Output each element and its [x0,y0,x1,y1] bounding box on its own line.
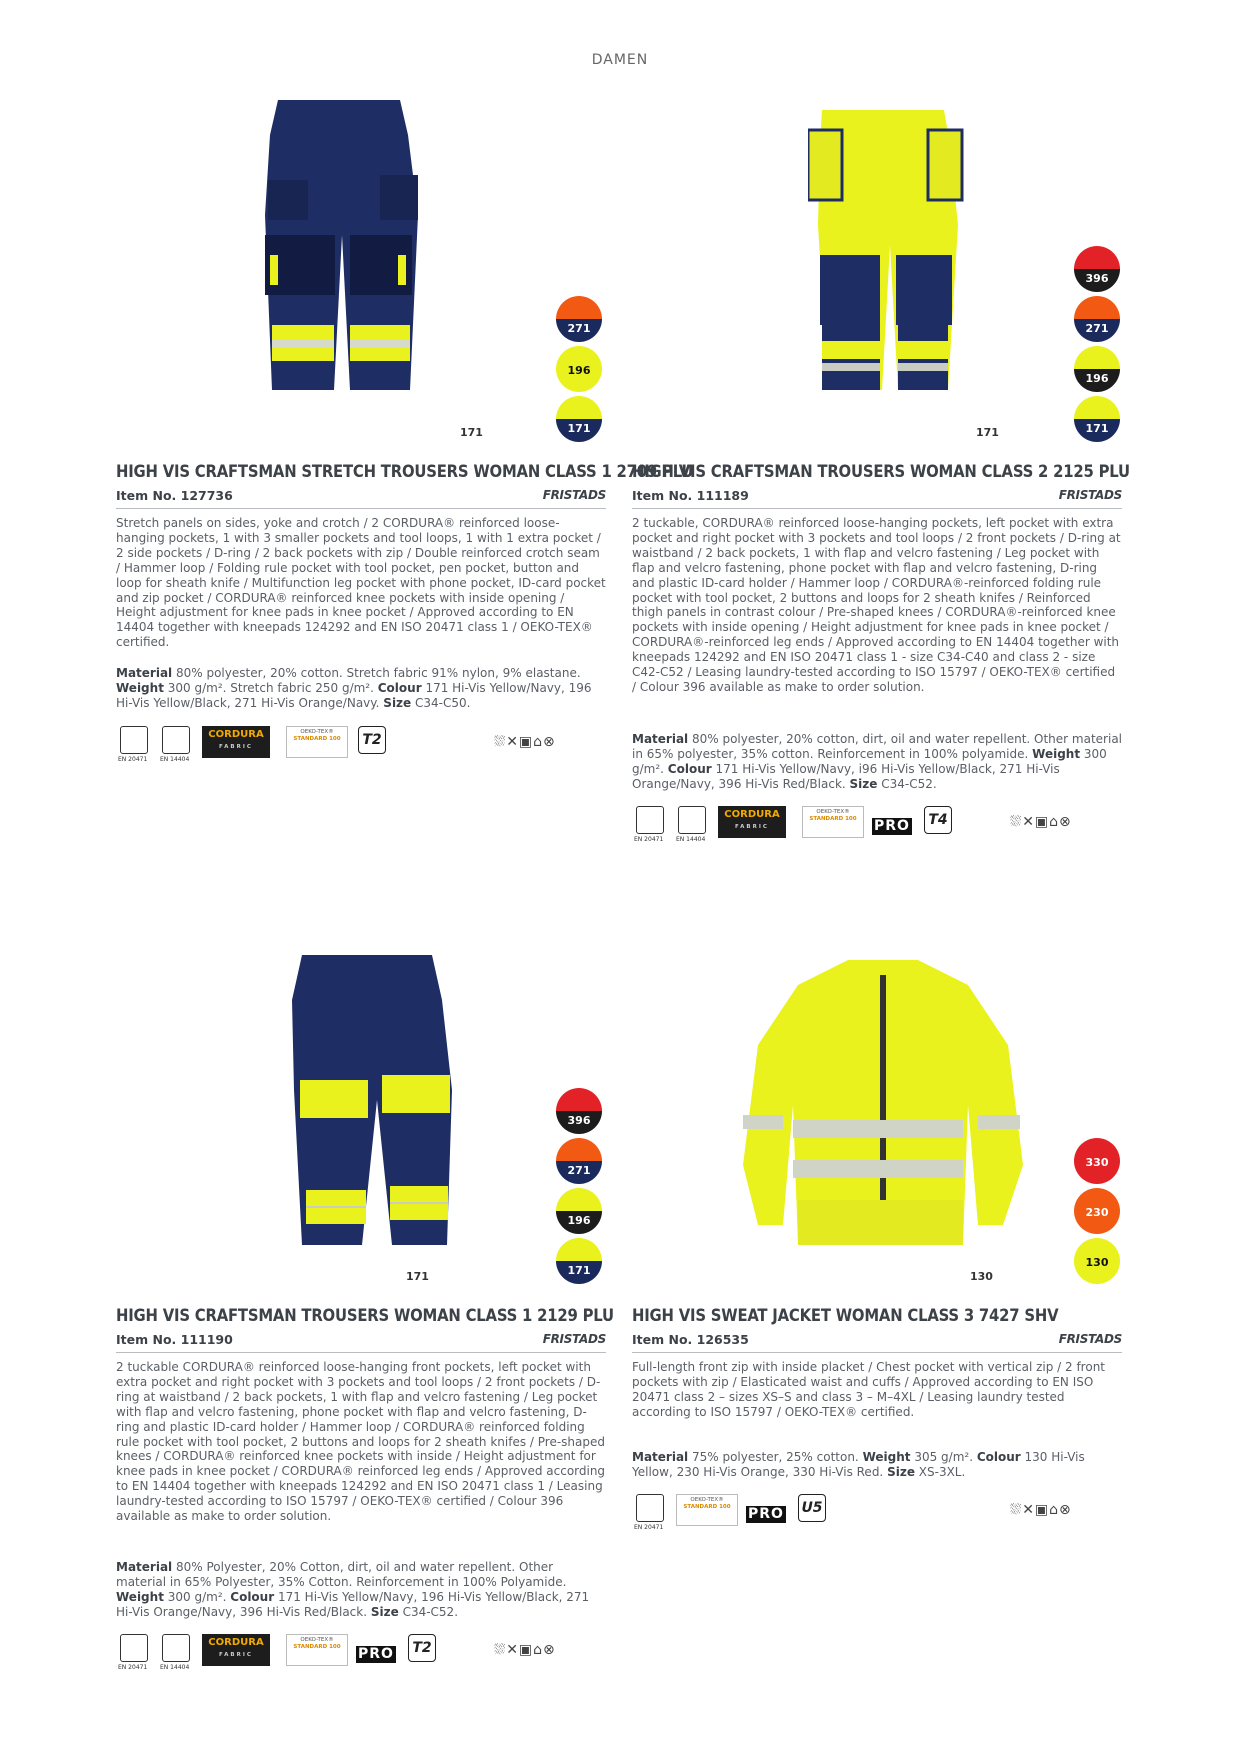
product-image-jacket [738,955,1028,1255]
colour-label: Colour [667,761,712,776]
item-number-row [632,486,1122,509]
weight-value: 305 g/m². [910,1450,977,1464]
certification-icons [632,806,1122,846]
color-swatches [1074,1138,1120,1288]
material-label: Material [116,666,173,680]
material-label: Material [632,732,689,746]
color-swatch[interactable]: 230 [1074,1188,1120,1234]
en20471-icon [636,1494,664,1522]
care-symbols: ⛆✕▣⌂⊗ [1010,1502,1072,1518]
product-image-trousers-3 [282,950,462,1250]
en14404-icon [162,726,190,754]
item-number-row [116,486,606,509]
certification-icons [116,726,606,766]
product-title: HIGH VIS CRAFTSMAN TROUSERS WOMAN CLASS 1 2129 PLU [116,1306,614,1325]
color-swatch[interactable]: 171 [556,396,602,442]
t-class-badge: T2 [358,726,386,754]
colour-label: Colour [377,680,422,695]
weight-label: Weight [862,1450,911,1464]
cert-caption: EN 20471 [118,1664,148,1671]
size-value: C34-C52. [398,1604,459,1619]
color-swatch[interactable]: 171 [556,1238,602,1284]
cordura-logo: CORDURA FABRIC [718,806,786,838]
t-class-badge: T4 [924,806,952,834]
product-description: 2 tuckable, CORDURA® reinforced loose-hanging pockets, left pocket with extra pocket and right pocket with 3 pockets and tool loops / 2 front pockets / D-ring at waistband / 2 back pockets, 1 with flap and velcro fastening / Leg pocket with flap and velcro fastening, phone pocket with flap and velcro fastening, D-ring and plastic ID-card holder / Hammer loop / CORDURA®-reinforced folding rule pocket with tool pocket, 2 buttons and loops for 2 sheath knifes / Reinforced thigh panels in contrast colour / Pre-shaped knees / CORDURA®-reinforced knee pockets with inside opening / Height adjustment for knee pads in knee pocket / CORDURA®-reinforced leg ends / Approved according to EN 14404 together with kneepads 124292 and EN ISO 20471 class 1 - size C34-C40 and class 2 - size C42-C52 / Leasing laundry-tested according to ISO 15797 / OEKO-TEX® certified / Colour 396 available as make to order solution. [632,516,1121,694]
oeko-tex-label: OEKO-TEX® STANDARD 100 [286,726,348,758]
colour-value: 171 Hi-Vis Yellow/Navy, 196 Hi-Vis Yellow/Black, 271 Hi-Vis Orange/Navy, 396 Hi-Vis Red/Black. [116,1589,590,1619]
size-value: XS-3XL. [914,1464,966,1479]
size-value: C34-C52. [877,776,937,791]
weight-label: Weight [116,1589,164,1604]
color-swatch[interactable]: 396 [556,1088,602,1134]
brand-logo: FRISTADS [542,1332,606,1346]
color-swatch[interactable]: 130 [1074,1238,1120,1284]
material-value: 80% polyester, 20% cotton, dirt, oil and water repellent. Other material in 65% polyester, 35% cotton. Reinforcement in 100% polyamide. [632,732,1123,761]
en14404-icon [678,806,706,834]
colour-label: Colour [230,1589,275,1604]
pro-badge: PRO [356,1646,396,1663]
product-image-trousers-2 [808,105,968,395]
weight-value: 300 g/m². [632,746,1107,776]
product-specs [116,666,606,711]
colour-value: 130 Hi-Vis Yellow, 230 Hi-Vis Orange, 330 Hi-Vis Red. [632,1450,1085,1479]
cert-caption: EN 14404 [160,756,190,763]
en20471-icon [636,806,664,834]
colour-value: 171 Hi-Vis Yellow/Navy, 196 Hi-Vis Yellow/Black, 271 Hi-Vis Orange/Navy. [116,680,592,710]
item-number: Item No. 127736 [116,488,233,503]
item-number-row [632,1330,1122,1353]
product-specs [116,1560,606,1620]
colour-label: Colour [976,1450,1021,1464]
product-card [632,462,1130,843]
oeko-tex-label: OEKO-TEX® STANDARD 100 [802,806,864,838]
size-label: Size [370,1604,399,1619]
color-swatch[interactable]: 396 [1074,246,1120,292]
color-swatch[interactable]: 330 [1074,1138,1120,1184]
material-label: Material [632,1450,689,1464]
t-class-badge: U5 [798,1494,826,1522]
product-description: Stretch panels on sides, yoke and crotch / 2 CORDURA® reinforced loose-hanging pockets, 1 with 3 smaller pockets and tool loops, 1 with 1 extra pocket / 2 side pockets / D-ring / 2 back pockets with zip / Double reinforced crotch seam / Hammer loop / Folding rule pocket with tool pocket, pen pocket, button and loop for sheath knife / Multifunction leg pocket with phone pocket, ID-card pocket and zip pocket / CORDURA® reinforced knee pockets with inside opening / Height adjustment for knee pads in knee pocket / Approved according to EN 14404 together with kneepads 124292 and EN ISO 20471 class 1 / OEKO-TEX® certified. [116,516,606,650]
item-number: Item No. 126535 [632,1332,749,1347]
item-number: Item No. 111189 [632,488,749,503]
color-swatch[interactable]: 171 [1074,396,1120,442]
brand-logo: FRISTADS [1058,488,1122,502]
product-image-trousers-1 [250,95,450,395]
product-title: HIGH VIS CRAFTSMAN TROUSERS WOMAN CLASS 2 2125 PLU [632,462,1130,481]
material-value: 75% polyester, 25% cotton. [688,1450,863,1464]
color-swatch[interactable]: 271 [556,296,602,342]
image-color-code: 171 [460,426,483,439]
certification-icons [632,1494,1122,1534]
color-swatch[interactable]: 271 [556,1138,602,1184]
color-swatches [556,296,602,446]
brand-logo: FRISTADS [1058,1332,1122,1346]
pro-badge: PRO [872,818,912,835]
weight-label: Weight [1032,746,1081,761]
weight-label: Weight [116,680,164,695]
cordura-logo: CORDURA FABRIC [202,726,270,758]
product-title: HIGH VIS CRAFTSMAN STRETCH TROUSERS WOMAN CLASS 1 2709 PLU [116,462,694,481]
color-swatch[interactable]: 196 [556,346,602,392]
cert-caption: EN 20471 [118,756,148,763]
item-number-row [116,1330,606,1353]
care-symbols: ⛆✕▣⌂⊗ [494,734,556,750]
cert-caption: EN 20471 [634,1524,664,1531]
size-label: Size [887,1464,915,1479]
product-card [632,1306,1122,1546]
image-color-code: 171 [406,1270,429,1283]
color-swatches [556,1088,602,1288]
weight-value: 300 g/m². [163,1589,231,1604]
en20471-icon [120,726,148,754]
product-title: HIGH VIS SWEAT JACKET WOMAN CLASS 3 7427 SHV [632,1306,1059,1325]
material-value: 80% Polyester, 20% Cotton, dirt, oil and water repellent. Other material in 65% Polyester, 35% Cotton. Reinforcement in 100% Polyamide. [116,1560,567,1589]
material-value: 80% polyester, 20% cotton. Stretch fabric 91% nylon, 9% elastane. [172,666,581,680]
care-symbols: ⛆✕▣⌂⊗ [1010,814,1072,830]
t-class-badge: T2 [408,1634,436,1662]
brand-logo: FRISTADS [542,488,606,502]
en14404-icon [162,1634,190,1662]
color-swatches [1074,246,1120,446]
color-swatch[interactable]: 271 [1074,296,1120,342]
oeko-tex-label: OEKO-TEX® STANDARD 100 [286,1634,348,1666]
colour-value: 171 Hi-Vis Yellow/Navy, i96 Hi-Vis Yellow/Black, 271 Hi-Vis Orange/Navy, 396 Hi-Vis Red/Black. [632,761,1060,791]
color-swatch[interactable]: 196 [1074,346,1120,392]
image-color-code: 130 [970,1270,993,1283]
section-label: DAMEN [591,52,649,68]
product-specs [632,732,1122,792]
weight-value: 300 g/m². Stretch fabric 250 g/m². [163,680,378,695]
size-label: Size [849,776,878,791]
item-number: Item No. 111190 [116,1332,233,1347]
en20471-icon [120,1634,148,1662]
product-card [116,1306,614,1696]
cordura-logo: CORDURA FABRIC [202,1634,270,1666]
cert-caption: EN 14404 [160,1664,190,1671]
oeko-tex-label: OEKO-TEX® STANDARD 100 [676,1494,738,1526]
size-label: Size [383,695,412,710]
material-label: Material [116,1560,173,1574]
product-description: 2 tuckable CORDURA® reinforced loose-hanging front pockets, left pocket with extra pocket and right pocket with 3 pockets and tool loops / 2 front pockets / D-ring at waistband / 2 back pockets, 1 with flap and velcro fastening / Leg pocket with flap and velcro fastening, phone pocket with flap and velcro fastening, D-ring and plastic ID-card holder / Hammer loop / CORDURA® reinforced folding rule pocket with tool pocket, 2 buttons and loops for 2 sheath knifes / Pre-shaped knees / CORDURA® reinforced knee pockets with inside / Height adjustment for knee pads in knee pocket / CORDURA® reinforced leg ends / Approved according to EN 14404 together with kneepads 124292 and EN ISO 20471 class 1 / Leasing laundry-tested according to ISO 15797 / OEKO-TEX® certified / Colour 396 available as make to order solution. [116,1360,606,1524]
product-specs [632,1450,1122,1480]
cert-caption: EN 20471 [634,836,664,843]
size-value: C34-C50. [411,695,471,710]
product-description: Full-length front zip with inside placket / Chest pocket with vertical zip / 2 front pockets with zip / Elasticated waist and cuffs / Approved according to EN ISO 20471 class 2 – sizes XS–S and class 3 – M–4XL / Leasing laundry tested according to ISO 15797 / OEKO-TEX® certified. [632,1360,1106,1419]
certification-icons [116,1634,606,1674]
care-symbols: ⛆✕▣⌂⊗ [494,1642,556,1658]
image-color-code: 171 [976,426,999,439]
color-swatch[interactable]: 196 [556,1188,602,1234]
pro-badge: PRO [746,1506,786,1523]
cert-caption: EN 14404 [676,836,706,843]
